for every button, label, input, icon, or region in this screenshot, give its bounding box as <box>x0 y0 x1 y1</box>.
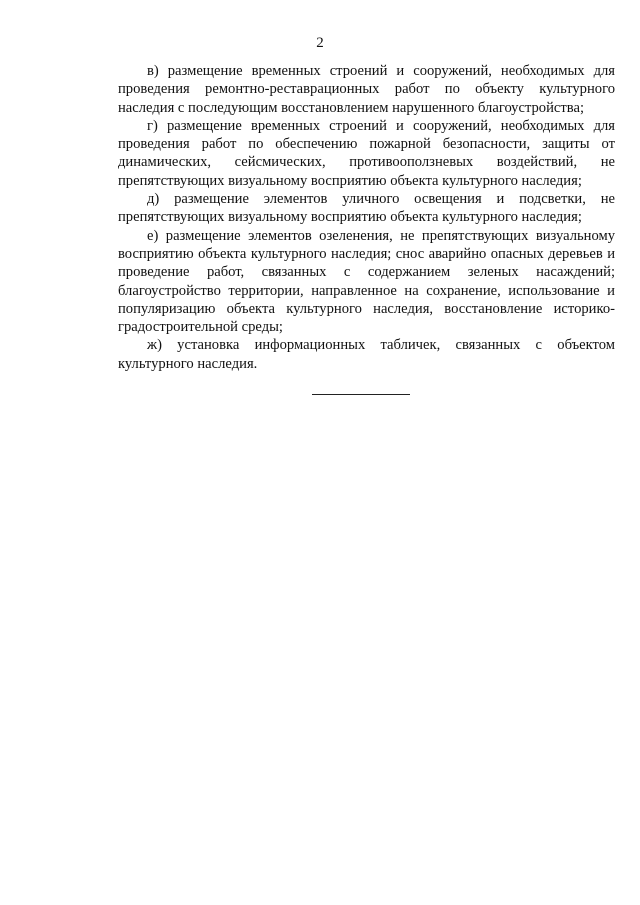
paragraph-d: д) размещение элементов уличного освещения и подсветки, не препятствующих визуальному восприятию объекта культурного наследия; <box>118 191 615 226</box>
end-separator-line <box>312 394 410 395</box>
paragraph-zh: ж) установка информационных табличек, связанных с объектом культурного наследия. <box>118 337 615 372</box>
paragraph-e: е) размещение элементов озеленения, не препятствующих визуальному восприятию объекта культурного наследия; снос аварийно опасных деревьев и проведение работ, связанных с содержанием зеленых насаждений; благоустройство территории, направленное на сохранение, использование и популяризацию объекта культурного наследия, восстановление историко-градостроительной среды; <box>118 227 615 336</box>
page-number: 2 <box>316 35 324 51</box>
paragraph-v: в) размещение временных строений и сооружений, необходимых для проведения ремонтно-реставрационных работ по объекту культурного наследия с последующим восстановлением нарушенного благоустройства; <box>118 63 615 116</box>
paragraph-g: г) размещение временных строений и сооружений, необходимых для проведения работ по обеспечению пожарной безопасности, защиты от динамических, сейсмических, противооползневых воздействий, не препятствующих визуальному восприятию объекта культурного наследия; <box>118 117 615 189</box>
document-body <box>118 62 615 373</box>
